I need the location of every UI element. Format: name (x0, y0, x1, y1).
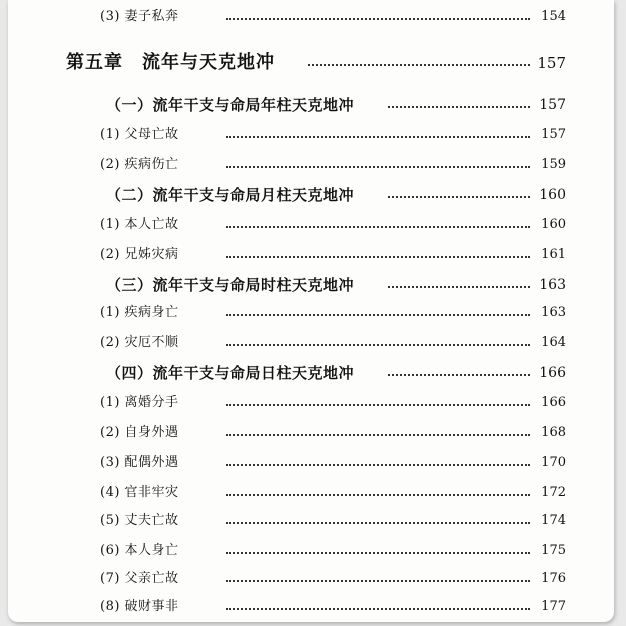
toc-entry-row (8, 122, 614, 148)
dot-leader (226, 166, 530, 168)
dot-leader (226, 226, 530, 228)
toc-page-number: 176 (541, 571, 566, 586)
dot-leader (226, 314, 530, 316)
toc-entry-title: (1) 父母亡故 (100, 127, 179, 142)
toc-entry-row (8, 152, 614, 178)
toc-page-number: 163 (541, 305, 566, 320)
toc-entry-title: (2) 自身外遇 (100, 425, 179, 440)
dot-leader (226, 256, 530, 258)
toc-entry-title: (2) 疾病伤亡 (100, 157, 179, 172)
dot-leader (226, 580, 530, 582)
toc-entry-row (8, 212, 614, 238)
toc-page-number: 157 (539, 97, 566, 113)
toc-page-number: 168 (541, 425, 566, 440)
toc-entry-row (8, 420, 614, 446)
toc-page-number: 177 (541, 599, 566, 614)
dot-leader (388, 286, 530, 288)
toc-entry-row (8, 450, 614, 476)
dot-leader (226, 494, 530, 496)
toc-entry-row (8, 538, 614, 564)
toc-page-number: 157 (537, 54, 566, 72)
toc-section-title: （二）流年干支与命局月柱天克地冲 (106, 186, 355, 204)
toc-entry-title: (1) 离婚分手 (100, 395, 179, 410)
toc-entry-title: (1) 本人亡故 (100, 217, 179, 232)
toc-section-row (8, 182, 614, 208)
toc-page-number: 161 (541, 247, 566, 262)
toc-entry-row (8, 566, 614, 592)
toc-entry-title: (3) 配偶外遇 (100, 455, 179, 470)
toc-chapter-row (8, 50, 614, 76)
dot-leader (226, 18, 530, 20)
dot-leader (226, 344, 530, 346)
toc-page-number: 154 (541, 9, 566, 24)
toc-entry-row (8, 480, 614, 506)
dot-leader (388, 196, 530, 198)
toc-page-number: 164 (541, 335, 566, 350)
dot-leader (226, 464, 530, 466)
dot-leader (226, 136, 530, 138)
toc-entry-title: (2) 灾厄不顺 (100, 335, 179, 350)
toc-section-title: （四）流年干支与命局日柱天克地冲 (106, 364, 355, 382)
toc-page-number: 166 (539, 365, 566, 381)
toc-page-number: 166 (541, 395, 566, 410)
toc-section-row (8, 272, 614, 298)
dot-leader (308, 64, 530, 66)
toc-entry-row (8, 594, 614, 620)
toc-page-number: 160 (539, 187, 566, 203)
toc-entry-title: (1) 疾病身亡 (100, 305, 179, 320)
toc-entry-title: (8) 破财事非 (100, 599, 179, 614)
dot-leader (226, 404, 530, 406)
toc-page-number: 174 (541, 513, 566, 528)
toc-entry-title: (6) 本人身亡 (100, 543, 179, 558)
toc-section-row (8, 92, 614, 118)
dot-leader (226, 522, 530, 524)
toc-entry-title: (3) 妻子私奔 (100, 9, 179, 24)
toc-entry-title: (7) 父亲亡故 (100, 571, 179, 586)
toc-entry-row (8, 242, 614, 268)
toc-chapter-title: 第五章 流年与天克地冲 (66, 52, 275, 73)
toc-entry-title: (5) 丈夫亡故 (100, 513, 179, 528)
toc-entry-title: (4) 官非牢灾 (100, 485, 179, 500)
dot-leader (388, 374, 530, 376)
toc-page-number: 163 (539, 277, 566, 293)
toc-page-number: 160 (541, 217, 566, 232)
dot-leader (226, 434, 530, 436)
dot-leader (226, 608, 530, 610)
toc-entry-row (8, 4, 614, 30)
toc-page-number: 170 (541, 455, 566, 470)
toc-page-number: 159 (541, 157, 566, 172)
dot-leader (388, 106, 530, 108)
book-page (8, 0, 614, 622)
toc-page-number: 157 (541, 127, 566, 142)
toc-section-title: （一）流年干支与命局年柱天克地冲 (106, 96, 355, 114)
toc-entry-title: (2) 兄姊灾病 (100, 247, 179, 262)
toc-entry-row (8, 508, 614, 534)
toc-entry-row (8, 300, 614, 326)
toc-section-row (8, 360, 614, 386)
toc-page-number: 175 (541, 543, 566, 558)
toc-entry-row (8, 330, 614, 356)
toc-page-number: 172 (541, 485, 566, 500)
dot-leader (226, 552, 530, 554)
toc-entry-row (8, 390, 614, 416)
toc-section-title: （三）流年干支与命局时柱天克地冲 (106, 276, 355, 294)
